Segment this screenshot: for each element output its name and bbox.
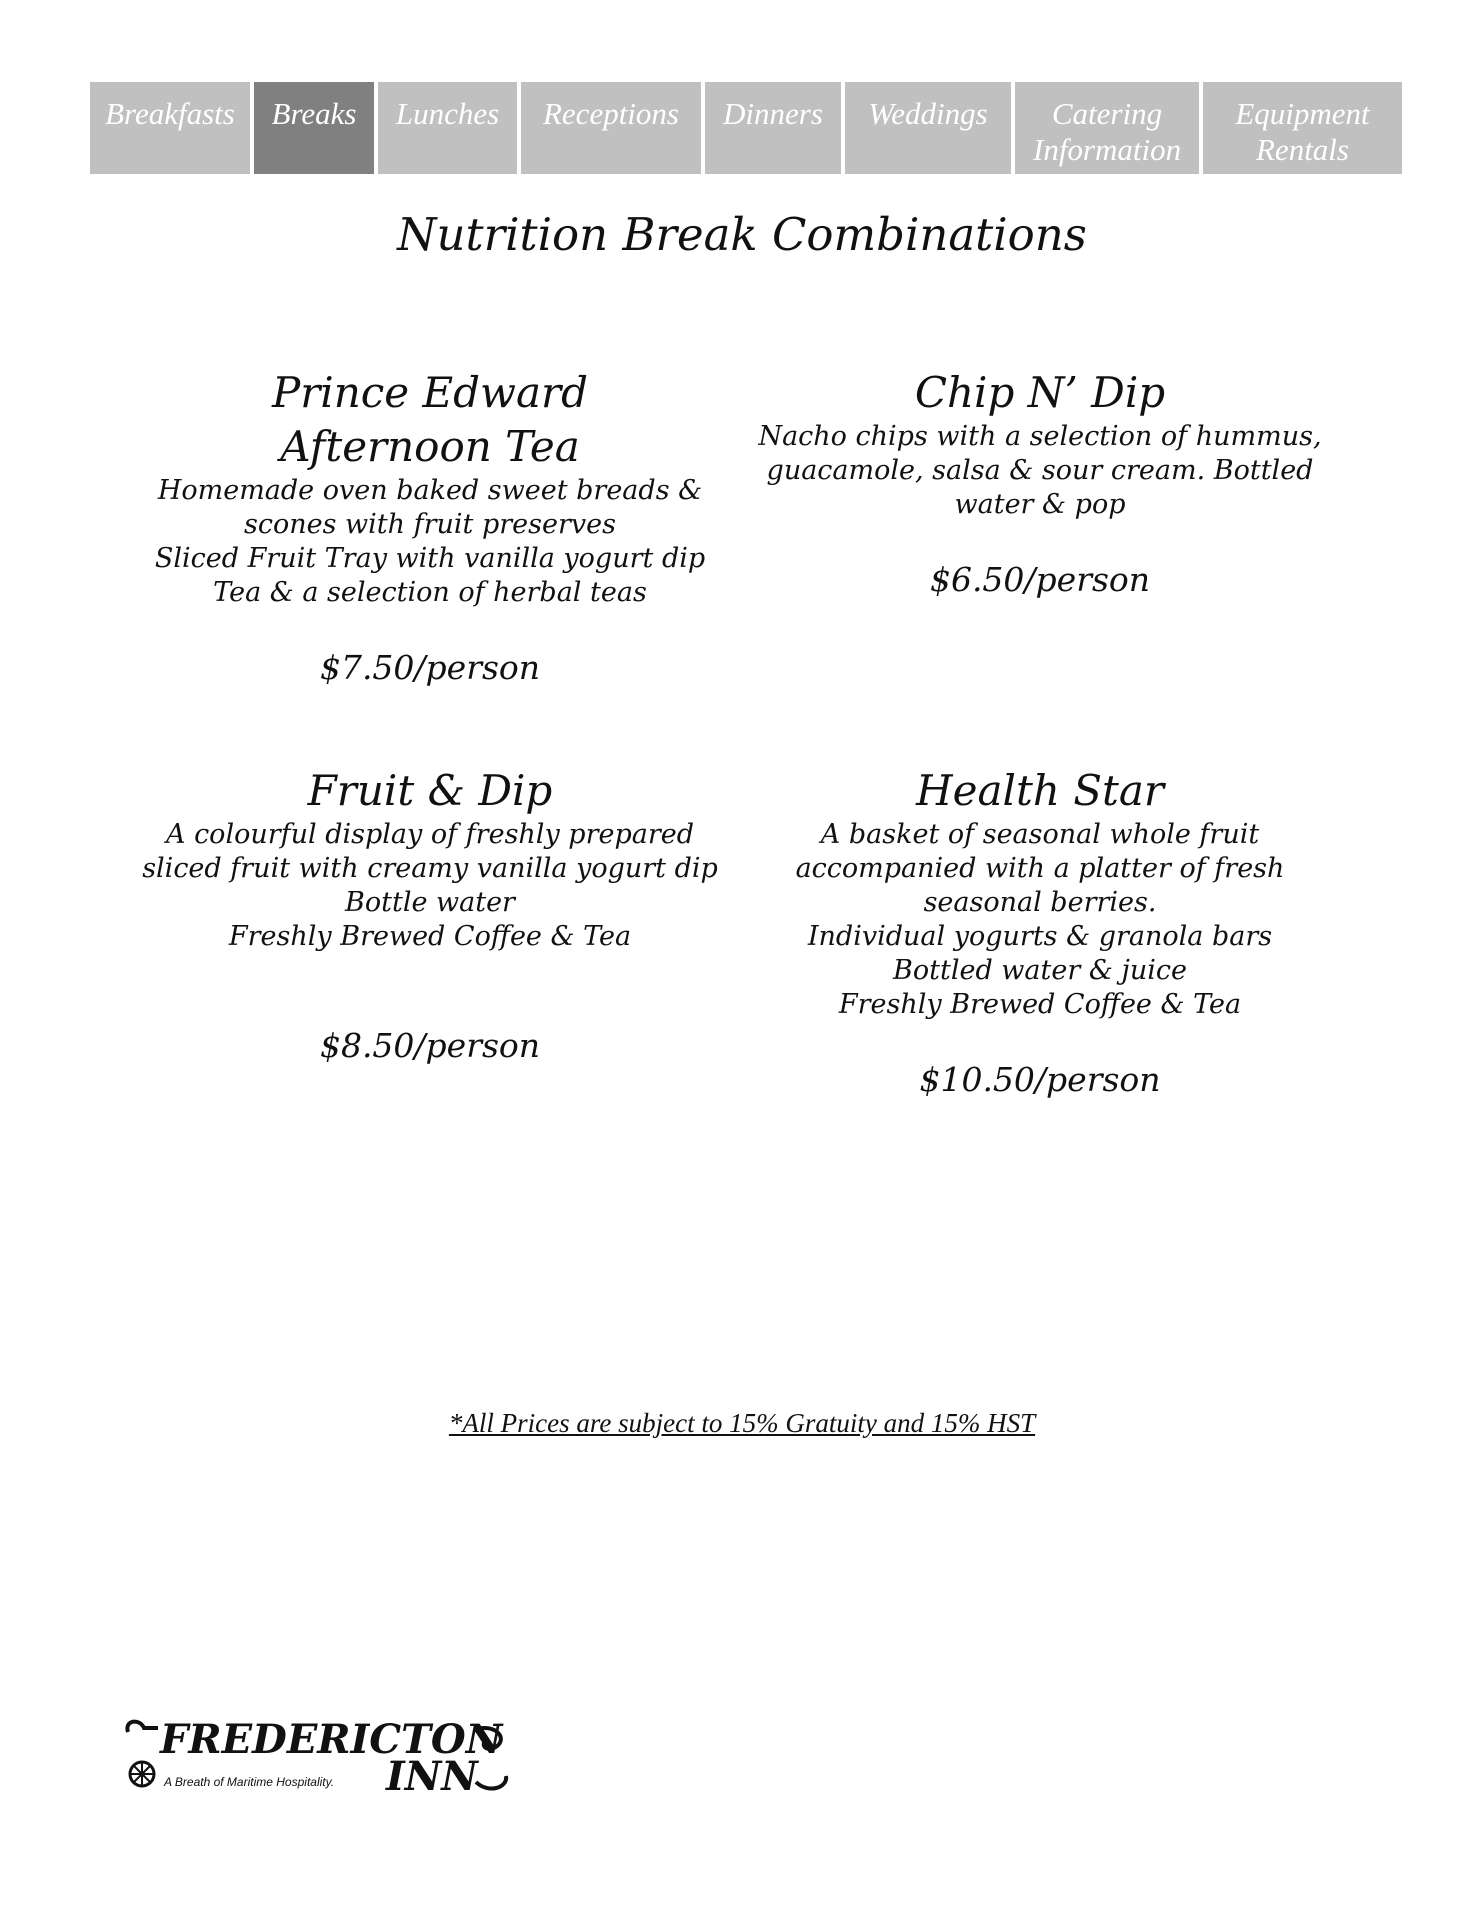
item-line: Sliced Fruit Tray with vanilla yogurt dip	[154, 543, 706, 574]
item-line: A basket of seasonal whole fruit	[820, 819, 1260, 850]
item-price: $10.50/person	[919, 1060, 1161, 1099]
item-line: Homemade oven baked sweet breads &	[157, 475, 703, 506]
tab-dinners[interactable]: Dinners	[705, 82, 841, 174]
item-line: Bottle water	[345, 887, 515, 918]
item-line: scones with fruit preserves	[244, 509, 616, 540]
pricing-note: *All Prices are subject to 15% Gratuity and 15% HST	[448, 1408, 1036, 1438]
item-name: Health Star	[915, 766, 1164, 815]
wheel-icon	[130, 1762, 154, 1786]
item-name: Prince Edward Afternoon Tea	[271, 368, 589, 471]
logo-tagline: A Breath of Maritime Hospitality.	[164, 1775, 335, 1789]
menu-item-health-star	[740, 764, 1340, 1100]
tab-receptions[interactable]: Receptions	[521, 82, 701, 174]
page-title: Nutrition Break Combinations	[397, 208, 1087, 261]
fredericton-inn-logo	[124, 1718, 514, 1808]
menu-item-chip-n-dip	[740, 366, 1340, 600]
logo-swash-left	[127, 1722, 158, 1732]
tab-lunches[interactable]: Lunches	[378, 82, 517, 174]
tab-breaks[interactable]: Breaks	[254, 82, 374, 174]
item-line: Freshly Brewed Coffee & Tea	[228, 921, 632, 952]
logo-inn: INN	[386, 1753, 478, 1800]
menu-item-fruit-dip	[130, 764, 730, 1066]
item-line: sliced fruit with creamy vanilla yogurt dip	[142, 853, 718, 884]
item-line: Individual yogurts & granola bars	[807, 921, 1273, 952]
item-line: Tea & a selection of herbal teas	[213, 577, 647, 608]
logo-swash-tail	[476, 1776, 506, 1789]
category-nav	[90, 82, 1402, 174]
item-line: Freshly Brewed Coffee & Tea	[838, 989, 1242, 1020]
item-line: seasonal berries.	[923, 887, 1157, 918]
tab-breakfasts[interactable]: Breakfasts	[90, 82, 250, 174]
item-line: accompanied with a platter of fresh	[795, 853, 1285, 884]
item-name: Chip N’ Dip	[914, 368, 1166, 417]
item-line: Bottled water & juice	[893, 955, 1187, 986]
item-price: $6.50/person	[929, 560, 1151, 599]
tab-weddings[interactable]: Weddings	[845, 82, 1011, 174]
item-line: Nacho chips with a selection of hummus,	[758, 421, 1322, 452]
item-name: Fruit & Dip	[307, 766, 553, 815]
item-line: A colourful display of freshly prepared	[165, 819, 695, 850]
item-price: $8.50/person	[319, 1026, 541, 1065]
menu-item-prince-edward	[130, 366, 730, 688]
logo-name: FREDERICTON	[160, 1718, 503, 1763]
item-line: water & pop	[954, 489, 1126, 520]
item-line: guacamole, salsa & sour cream. Bottled	[766, 455, 1314, 486]
tab-equipment-rentals[interactable]: Equipment Rentals	[1203, 82, 1402, 174]
tab-catering-information[interactable]: Catering Information	[1015, 82, 1199, 174]
item-price: $7.50/person	[319, 648, 541, 687]
